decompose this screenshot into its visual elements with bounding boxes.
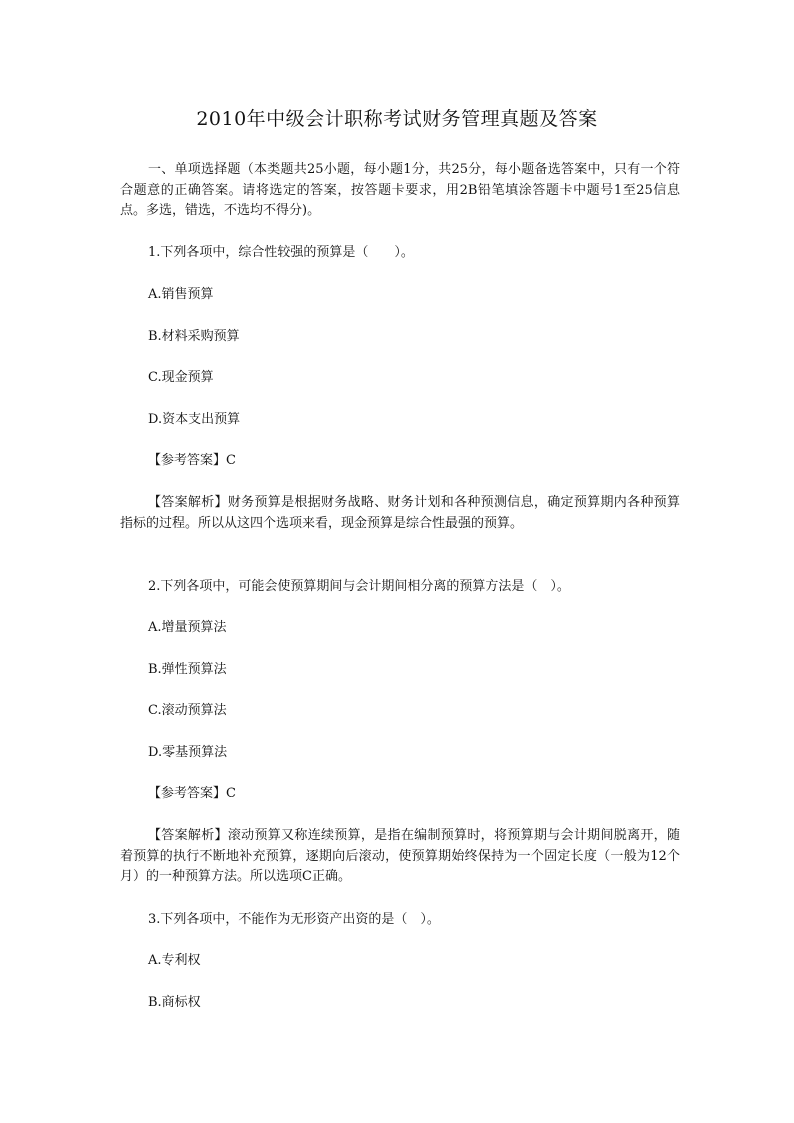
question-2-option-a: A.增量预算法 [148, 620, 227, 635]
question-2-option-b: B.弹性预算法 [148, 662, 227, 677]
question-2-option-d: D.零基预算法 [148, 745, 228, 760]
question-3-option-a: A.专利权 [148, 953, 201, 968]
question-1-option-b: B.材料采购预算 [148, 329, 240, 344]
question-2-option-c: C.滚动预算法 [148, 703, 227, 718]
section-intro: 一、单项选择题（本类题共25小题，每小题1分，共25分，每小题备选答案中，只有一个符合题意的正确答案。请将选定的答案，按答题卡要求，用2B铅笔填涂答题卡中题号1至25信息点。多选，错选，不选均不得分)。 [120, 162, 680, 218]
question-3-stem: 3.下列各项中，不能作为无形资产出资的是（ ）。 [148, 912, 440, 927]
question-2-analysis: 【答案解析】滚动预算又称连续预算，是指在编制预算时，将预算期与会计期间脱离开，随着预算的执行不断地补充预算，逐期向后滚动，使预算期始终保持为一个固定长度（一般为12个月）的一种预算方法。所以选项C正确。 [120, 828, 680, 884]
question-3-option-b: B.商标权 [148, 995, 201, 1010]
question-1-option-a: A.销售预算 [148, 287, 214, 302]
question-1-stem: 1.下列各项中，综合性较强的预算是（ ）。 [148, 245, 414, 260]
question-1-option-c: C.现金预算 [148, 370, 214, 385]
document-title: 2010年中级会计职称考试财务管理真题及答案 [196, 108, 598, 130]
question-2-answer: 【参考答案】C [148, 786, 236, 801]
question-1-analysis: 【答案解析】财务预算是根据财务战略、财务计划和各种预测信息，确定预算期内各种预算指标的过程。所以从这四个选项来看，现金预算是综合性最强的预算。 [120, 495, 680, 531]
question-1-answer: 【参考答案】C [148, 453, 236, 468]
question-2-stem: 2.下列各项中，可能会使预算期间与会计期间相分离的预算方法是（ ）。 [148, 579, 570, 594]
question-1-option-d: D.资本支出预算 [148, 412, 241, 427]
